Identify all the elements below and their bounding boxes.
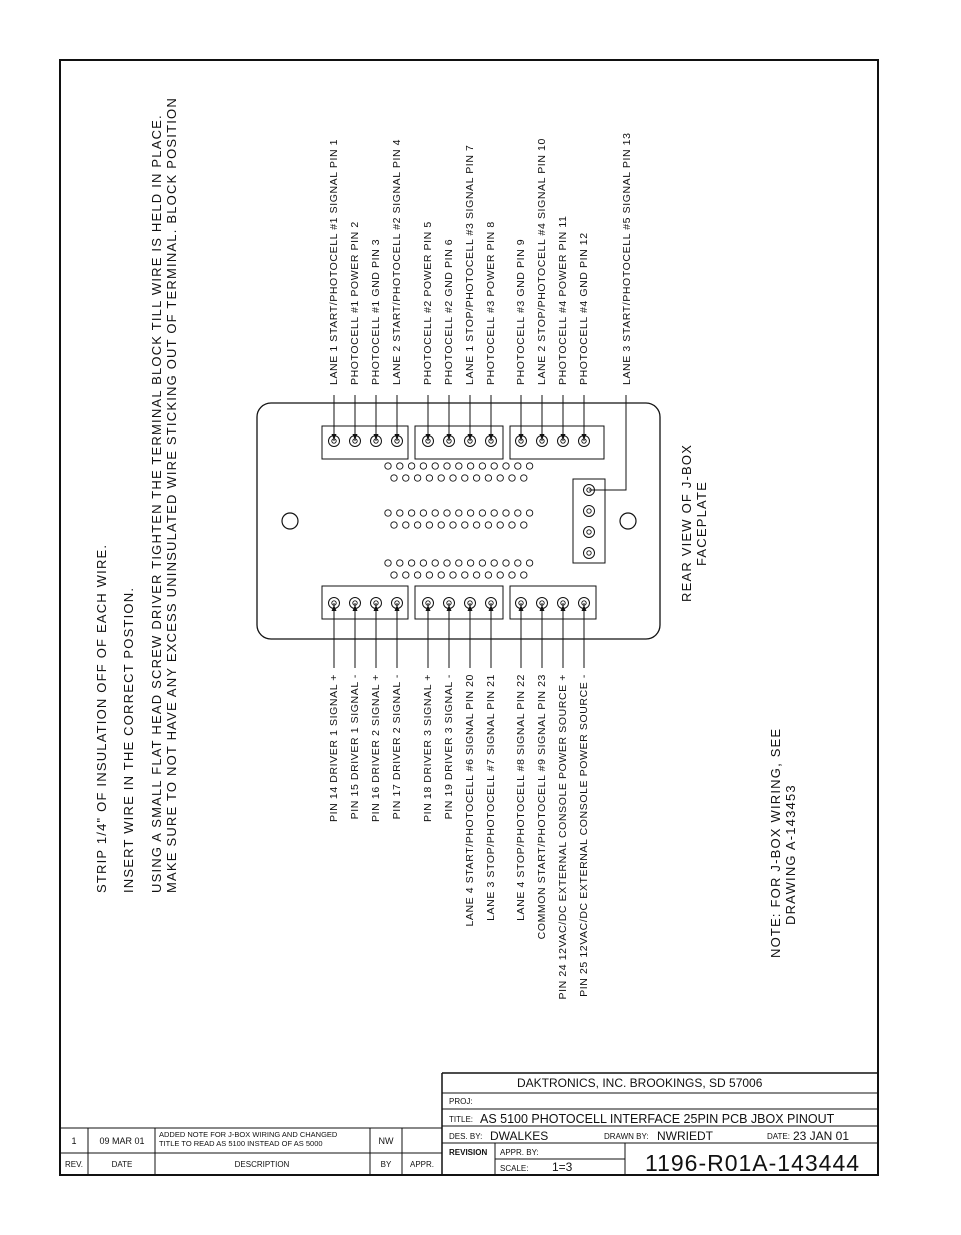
rev-date-cell: 09 MAR 01: [99, 1136, 145, 1146]
pin-hole-r4-6: [456, 560, 462, 566]
pin-hole-r3-7: [473, 522, 479, 528]
pin-hole-r1-4: [438, 475, 444, 481]
pin-hole-r2-1: [397, 510, 403, 516]
pin-hole-r5-6: [462, 572, 468, 578]
appr-header: APPR.: [409, 1160, 435, 1169]
terminal-screw-side-4-center: [587, 551, 591, 555]
pin-hole-r2-12: [526, 510, 532, 516]
pin-hole-r4-4: [432, 560, 438, 566]
pin-hole-r1-3: [426, 475, 432, 481]
bottom-label-15: PIN 15 DRIVER 1 SIGNAL -: [349, 674, 361, 820]
top-label-13: LANE 3 START/PHOTOCELL #5 SIGNAL PIN 13: [621, 132, 633, 385]
instruction-2: INSERT WIRE IN THE CORRECT POSTION.: [121, 586, 136, 893]
pin-hole-r0-1: [397, 463, 403, 469]
drawing-title: AS 5100 PHOTOCELL INTERFACE 25PIN PCB JBOX PINOUT: [480, 1112, 835, 1126]
pin-hole-r4-2: [408, 560, 414, 566]
des-by-label: DES. BY:: [449, 1132, 483, 1141]
pin-hole-r4-0: [385, 560, 391, 566]
date-label: DATE:: [767, 1132, 790, 1141]
pin-hole-r4-7: [467, 560, 473, 566]
pin-holes: [385, 463, 533, 578]
top-label-4: LANE 2 START/PHOTOCELL #2 SIGNAL PIN 4: [391, 138, 403, 385]
rev-cell: 1: [71, 1136, 77, 1146]
rev-header: REV.: [65, 1160, 83, 1169]
pin-hole-r1-1: [403, 475, 409, 481]
pin-hole-r1-5: [450, 475, 456, 481]
terminal-block-top-3: [510, 426, 604, 459]
pin-hole-r0-2: [408, 463, 414, 469]
pin-hole-r2-3: [420, 510, 426, 516]
bottom-label-18: PIN 18 DRIVER 3 SIGNAL +: [422, 674, 434, 822]
pin-hole-r0-5: [444, 463, 450, 469]
bottom-label-16: PIN 16 DRIVER 2 SIGNAL +: [370, 674, 382, 822]
title-label: TITLE:: [449, 1115, 474, 1124]
faceplate-caption-1: REAR VIEW OF J-BOX: [679, 443, 694, 602]
pin-hole-r2-9: [491, 510, 497, 516]
bottom-label-23: COMMON START/PHOTOCELL #9 SIGNAL PIN 23: [536, 674, 548, 940]
bottom-label-20: LANE 4 START/PHOTOCELL #6 SIGNAL PIN 20: [464, 674, 476, 927]
scale-label: SCALE:: [500, 1164, 529, 1173]
pin-hole-r4-8: [479, 560, 485, 566]
note-line-1: NOTE: FOR J-BOX WIRING, SEE: [768, 727, 783, 958]
pin-hole-r3-9: [497, 522, 503, 528]
proj-label: PROJ:: [449, 1097, 473, 1106]
designer-name: DWALKES: [490, 1129, 549, 1143]
pin-hole-r1-8: [485, 475, 491, 481]
rev-desc-line-1: ADDED NOTE FOR J-BOX WIRING AND CHANGED: [159, 1130, 338, 1139]
pin-hole-r3-5: [450, 522, 456, 528]
note-line-2: DRAWING A-143453: [783, 784, 798, 925]
bottom-label-21: LANE 3 STOP/PHOTOCELL #7 SIGNAL PIN 21: [485, 674, 497, 921]
pin-hole-r3-10: [509, 522, 515, 528]
pin-hole-r0-9: [491, 463, 497, 469]
pin-hole-r3-0: [391, 522, 397, 528]
rev-by-cell: NW: [378, 1136, 394, 1146]
pin-hole-r2-10: [503, 510, 509, 516]
mounting-hole-left: [282, 513, 298, 529]
top-label-10: LANE 2 STOP/PHOTOCELL #4 SIGNAL PIN 10: [536, 138, 548, 385]
bottom-label-24: PIN 24 12VAC/DC EXTERNAL CONSOLE POWER SOURCE +: [557, 674, 569, 1000]
top-label-3: PHOTOCELL #1 GND PIN 3: [370, 238, 382, 385]
pin-hole-r5-9: [497, 572, 503, 578]
pin-hole-r5-11: [521, 572, 527, 578]
pin-hole-r2-2: [408, 510, 414, 516]
pin-hole-r0-11: [515, 463, 521, 469]
top-label-11: PHOTOCELL #4 POWER PIN 11: [557, 215, 569, 385]
terminal-screw-side-2: [584, 506, 595, 517]
pin-hole-r1-11: [521, 475, 527, 481]
pin-hole-r4-3: [420, 560, 426, 566]
faceplate-caption-2: FACEPLATE: [694, 481, 709, 566]
pin-hole-r0-4: [432, 463, 438, 469]
pin-hole-r5-4: [438, 572, 444, 578]
top-label-1: LANE 1 START/PHOTOCELL #1 SIGNAL PIN 1: [328, 138, 340, 385]
revision-label: REVISION: [449, 1148, 488, 1157]
instruction-1: STRIP 1/4" OF INSULATION OFF OF EACH WIRE.: [94, 543, 109, 893]
pin-hole-r1-2: [414, 475, 420, 481]
appr-by-label: APPR. BY:: [500, 1148, 539, 1157]
bottom-label-14: PIN 14 DRIVER 1 SIGNAL +: [328, 674, 340, 822]
terminal-screw-side-3: [584, 527, 595, 538]
pin-hole-r3-3: [426, 522, 432, 528]
top-label-6: PHOTOCELL #2 GND PIN 6: [443, 238, 455, 385]
pin-hole-r3-6: [462, 522, 468, 528]
pin-hole-r3-11: [521, 522, 527, 528]
pin-hole-r5-8: [485, 572, 491, 578]
description-header: DESCRIPTION: [234, 1160, 290, 1169]
pin-hole-r1-9: [497, 475, 503, 481]
pin-hole-r5-5: [450, 572, 456, 578]
pin-hole-r2-8: [479, 510, 485, 516]
top-label-2: PHOTOCELL #1 POWER PIN 2: [349, 221, 361, 385]
revision-table: [60, 1073, 442, 1175]
pin-hole-r5-0: [391, 572, 397, 578]
pin-hole-r3-2: [414, 522, 420, 528]
pin-hole-r4-9: [491, 560, 497, 566]
instruction-4: MAKE SURE TO NOT HAVE ANY EXCESS UNINSULATED WIRE STICKING OUT OF TERMINAL. BLOCK POSITION: [164, 97, 179, 893]
pin-hole-r4-10: [503, 560, 509, 566]
pin-hole-r2-4: [432, 510, 438, 516]
wire-pin-13: [589, 395, 626, 490]
title-block: [442, 1073, 878, 1176]
pin-hole-r0-0: [385, 463, 391, 469]
pin-hole-r1-0: [391, 475, 397, 481]
scale-value: 1=3: [552, 1160, 573, 1174]
pin-hole-r5-1: [403, 572, 409, 578]
date-header: DATE: [111, 1160, 133, 1169]
bottom-label-19: PIN 19 DRIVER 3 SIGNAL -: [443, 674, 455, 820]
by-header: BY: [380, 1160, 392, 1169]
bottom-label-22: LANE 4 STOP/PHOTOCELL #8 SIGNAL PIN 22: [515, 674, 527, 921]
mounting-hole-right: [620, 513, 636, 529]
pin-hole-r2-6: [456, 510, 462, 516]
bottom-pin-labels: [328, 674, 590, 1000]
pin-hole-r5-10: [509, 572, 515, 578]
rev-desc-line-2: TITLE TO READ AS 5100 INSTEAD OF AS 5000: [159, 1139, 323, 1148]
pin-hole-r0-7: [467, 463, 473, 469]
pin-hole-r2-11: [515, 510, 521, 516]
faceplate: [257, 395, 660, 668]
bottom-label-17: PIN 17 DRIVER 2 SIGNAL -: [391, 674, 403, 820]
top-label-12: PHOTOCELL #4 GND PIN 12: [578, 232, 590, 385]
pin-hole-r0-3: [420, 463, 426, 469]
drawing-date: 23 JAN 01: [793, 1129, 850, 1143]
pin-hole-r0-8: [479, 463, 485, 469]
terminal-screw-side-4: [584, 548, 595, 559]
pin-hole-r5-7: [473, 572, 479, 578]
pin-hole-r5-2: [414, 572, 420, 578]
top-label-7: LANE 1 STOP/PHOTOCELL #3 SIGNAL PIN 7: [464, 144, 476, 385]
pin-hole-r2-7: [467, 510, 473, 516]
pin-hole-r5-3: [426, 572, 432, 578]
pin-hole-r3-1: [403, 522, 409, 528]
pin-hole-r1-10: [509, 475, 515, 481]
instruction-3: USING A SMALL FLAT HEAD SCREW DRIVER TIGHTEN THE TERMINAL BLOCK TILL WIRE IS HELD IN PLACE.: [149, 114, 164, 893]
faceplate-outline: [257, 403, 660, 639]
bottom-label-25: PIN 25 12VAC/DC EXTERNAL CONSOLE POWER SOURCE -: [578, 674, 590, 997]
terminal-screws: [329, 436, 595, 609]
drawn-by-label: DRAWN BY:: [604, 1132, 649, 1141]
terminal-screw-side-3-center: [587, 530, 591, 534]
top-label-5: PHOTOCELL #2 POWER PIN 5: [422, 221, 434, 385]
pin-hole-r4-12: [526, 560, 532, 566]
drafter-name: NWRIEDT: [657, 1129, 713, 1143]
pin-hole-r0-6: [456, 463, 462, 469]
top-label-9: PHOTOCELL #3 GND PIN 9: [515, 238, 527, 385]
pin-hole-r3-8: [485, 522, 491, 528]
company-name: DAKTRONICS, INC. BROOKINGS, SD 57006: [517, 1076, 763, 1090]
pin-hole-r3-4: [438, 522, 444, 528]
pin-hole-r0-10: [503, 463, 509, 469]
top-label-8: PHOTOCELL #3 POWER PIN 8: [485, 221, 497, 385]
pin-hole-r1-6: [462, 475, 468, 481]
pin-hole-r0-12: [526, 463, 532, 469]
top-pin-labels: [328, 132, 633, 385]
pin-hole-r1-7: [473, 475, 479, 481]
drawing-number: 1196-R01A-143444: [645, 1150, 861, 1176]
pin-hole-r4-11: [515, 560, 521, 566]
instructions: [94, 97, 179, 893]
pin-hole-r2-0: [385, 510, 391, 516]
pin-hole-r4-5: [444, 560, 450, 566]
pin-hole-r4-1: [397, 560, 403, 566]
pin-hole-r2-5: [444, 510, 450, 516]
terminal-screw-side-2-center: [587, 509, 591, 513]
